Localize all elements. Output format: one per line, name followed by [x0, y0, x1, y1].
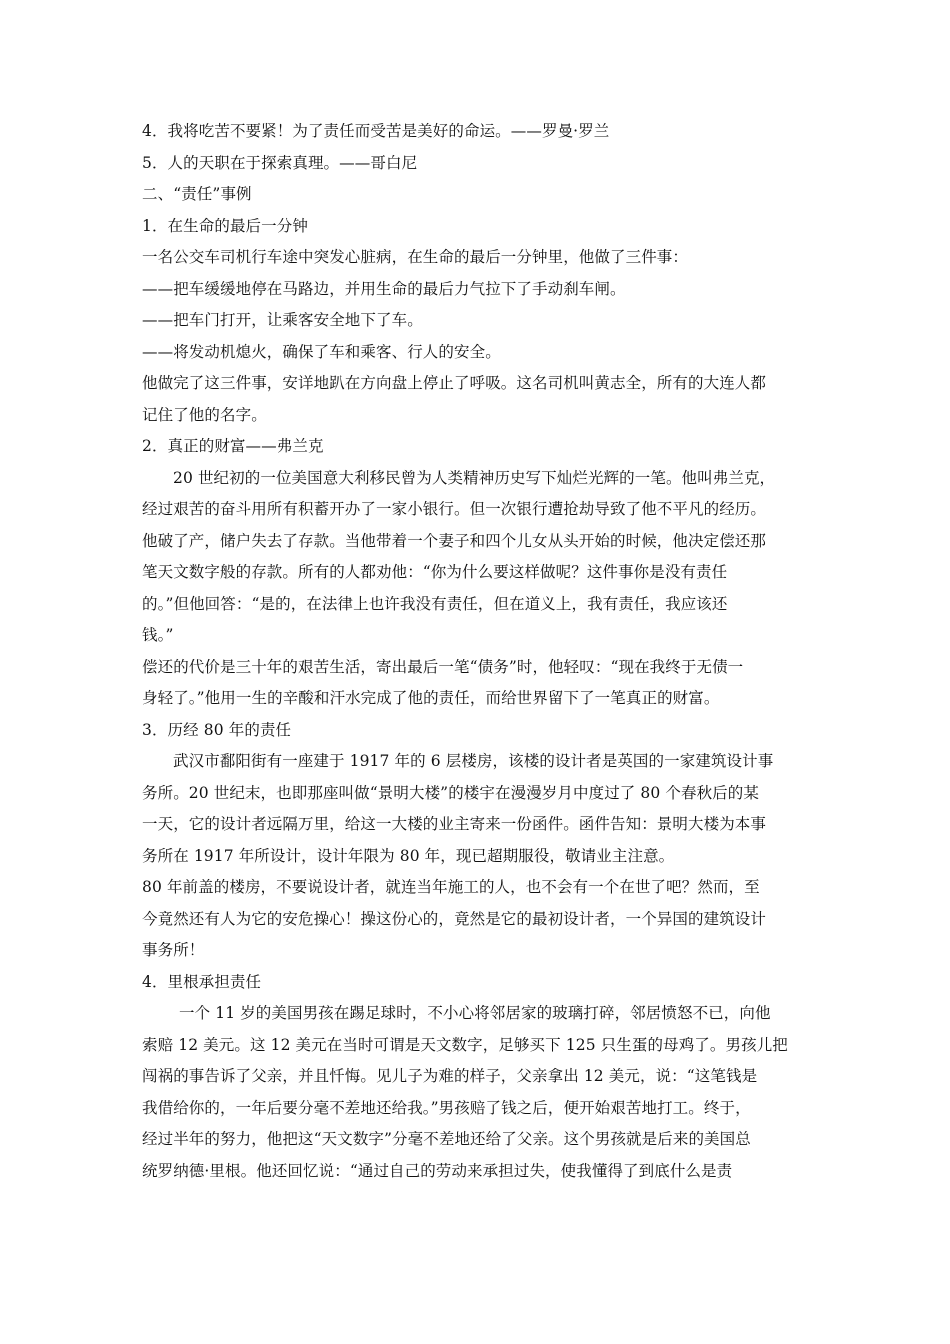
paragraph-line: 一天，它的设计者远隔万里，给这一大楼的业主寄来一份函件。函件告知：景明大楼为本事: [142, 815, 767, 833]
paragraph-line: ——把车门打开，让乘客安全地下了车。: [142, 311, 423, 329]
paragraph-line: 务所在 1917 年所设计，设计年限为 80 年，现已超期服役，敬请业主注意。: [142, 846, 675, 865]
paragraph-line: 20 世纪初的一位美国意大利移民曾为人类精神历史写下灿烂光辉的一笔。他叫弗兰克，: [173, 468, 776, 487]
paragraph-line: 他做完了这三件事，安详地趴在方向盘上停止了呼吸。这名司机叫黄志全，所有的大连人都: [142, 374, 767, 392]
section-heading-examples: 二、“责任”事例: [142, 185, 252, 203]
quote-line-4: 4．我将吃苦不要紧！为了责任而受苦是美好的命运。——罗曼·罗兰: [142, 122, 610, 140]
paragraph-line: 一名公交车司机行车途中突发心脏病，在生命的最后一分钟里，他做了三件事：: [142, 248, 689, 266]
paragraph-line: 身轻了。”他用一生的辛酸和汗水完成了他的责任，而给世界留下了一笔真正的财富。: [142, 689, 720, 707]
example-heading-3: 3．历经 80 年的责任: [142, 720, 292, 739]
paragraph-line: 记住了他的名字。: [142, 405, 267, 424]
paragraph-line: 他破了产，储户失去了存款。当他带着一个妻子和四个儿女从头开始的时候，他决定偿还那: [142, 531, 767, 550]
document-page: [142, 116, 817, 1187]
quote-line-5: 5．人的天职在于探索真理。——哥白尼: [142, 153, 418, 172]
paragraph-line: 武汉市鄱阳街有一座建于 1917 年的 6 层楼房，该楼的设计者是英国的一家建筑设计事: [173, 752, 774, 770]
paragraph-line: ——将发动机熄火，确保了车和乘客、行人的安全。: [142, 342, 501, 361]
paragraph-line: 偿还的代价是三十年的艰苦生活，寄出最后一笔“债务”时，他轻叹：“现在我终于无债一: [142, 657, 744, 676]
paragraph-line: 统罗纳德·里根。他还回忆说：“通过自己的劳动来承担过失，使我懂得了到底什么是责: [142, 1161, 733, 1180]
paragraph-line: 的。”但他回答：“是的，在法律上也许我没有责任，但在道义上，我有责任，我应该还: [142, 594, 728, 613]
paragraph-line: 索赔 12 美元。这 12 美元在当时可谓是天文数字，足够买下 125 只生蛋的母鸡了。男孩儿把: [142, 1035, 788, 1054]
paragraph-line: 今竟然还有人为它的安危操心！操这份心的，竟然是它的最初设计者，一个异国的建筑设计: [142, 909, 767, 928]
example-heading-2: 2．真正的财富——弗兰克: [142, 437, 324, 455]
paragraph-line: 事务所！: [142, 941, 205, 959]
paragraph-line: 一个 11 岁的美国男孩在踢足球时，不小心将邻居家的玻璃打碎，邻居愤怒不已，向他: [179, 1004, 771, 1022]
paragraph-line: 务所。20 世纪末，也即那座叫做“景明大楼”的楼宇在漫漫岁月中度过了 80 个春秋后的某: [142, 783, 759, 802]
paragraph-line: 我借给你的，一年后要分毫不差地还给我。”男孩赔了钱之后，便开始艰苦地打工。终于，: [142, 1098, 751, 1117]
example-heading-4: 4．里根承担责任: [142, 972, 262, 991]
paragraph-line: 80 年前盖的楼房，不要说设计者，就连当年施工的人，也不会有一个在世了吧？然而，至: [142, 878, 760, 896]
paragraph-line: 闯祸的事告诉了父亲，并且忏悔。见儿子为难的样子，父亲拿出 12 美元，说：“这笔钱是: [142, 1067, 758, 1085]
paragraph-line: 笔天文数字般的存款。所有的人都劝他：“你为什么要这样做呢？这件事你是没有责任: [142, 563, 728, 581]
paragraph-line: 经过半年的努力，他把这“天文数字”分毫不差地还给了父亲。这个男孩就是后来的美国总: [142, 1130, 751, 1148]
paragraph-line: 钱。”: [142, 626, 174, 644]
paragraph-line: ——把车缓缓地停在马路边，并用生命的最后力气拉下了手动刹车闸。: [142, 279, 626, 298]
example-heading-1: 1．在生命的最后一分钟: [142, 216, 308, 235]
paragraph-line: 经过艰苦的奋斗用所有积蓄开办了一家小银行。但一次银行遭抢劫导致了他不平凡的经历。: [142, 500, 767, 518]
